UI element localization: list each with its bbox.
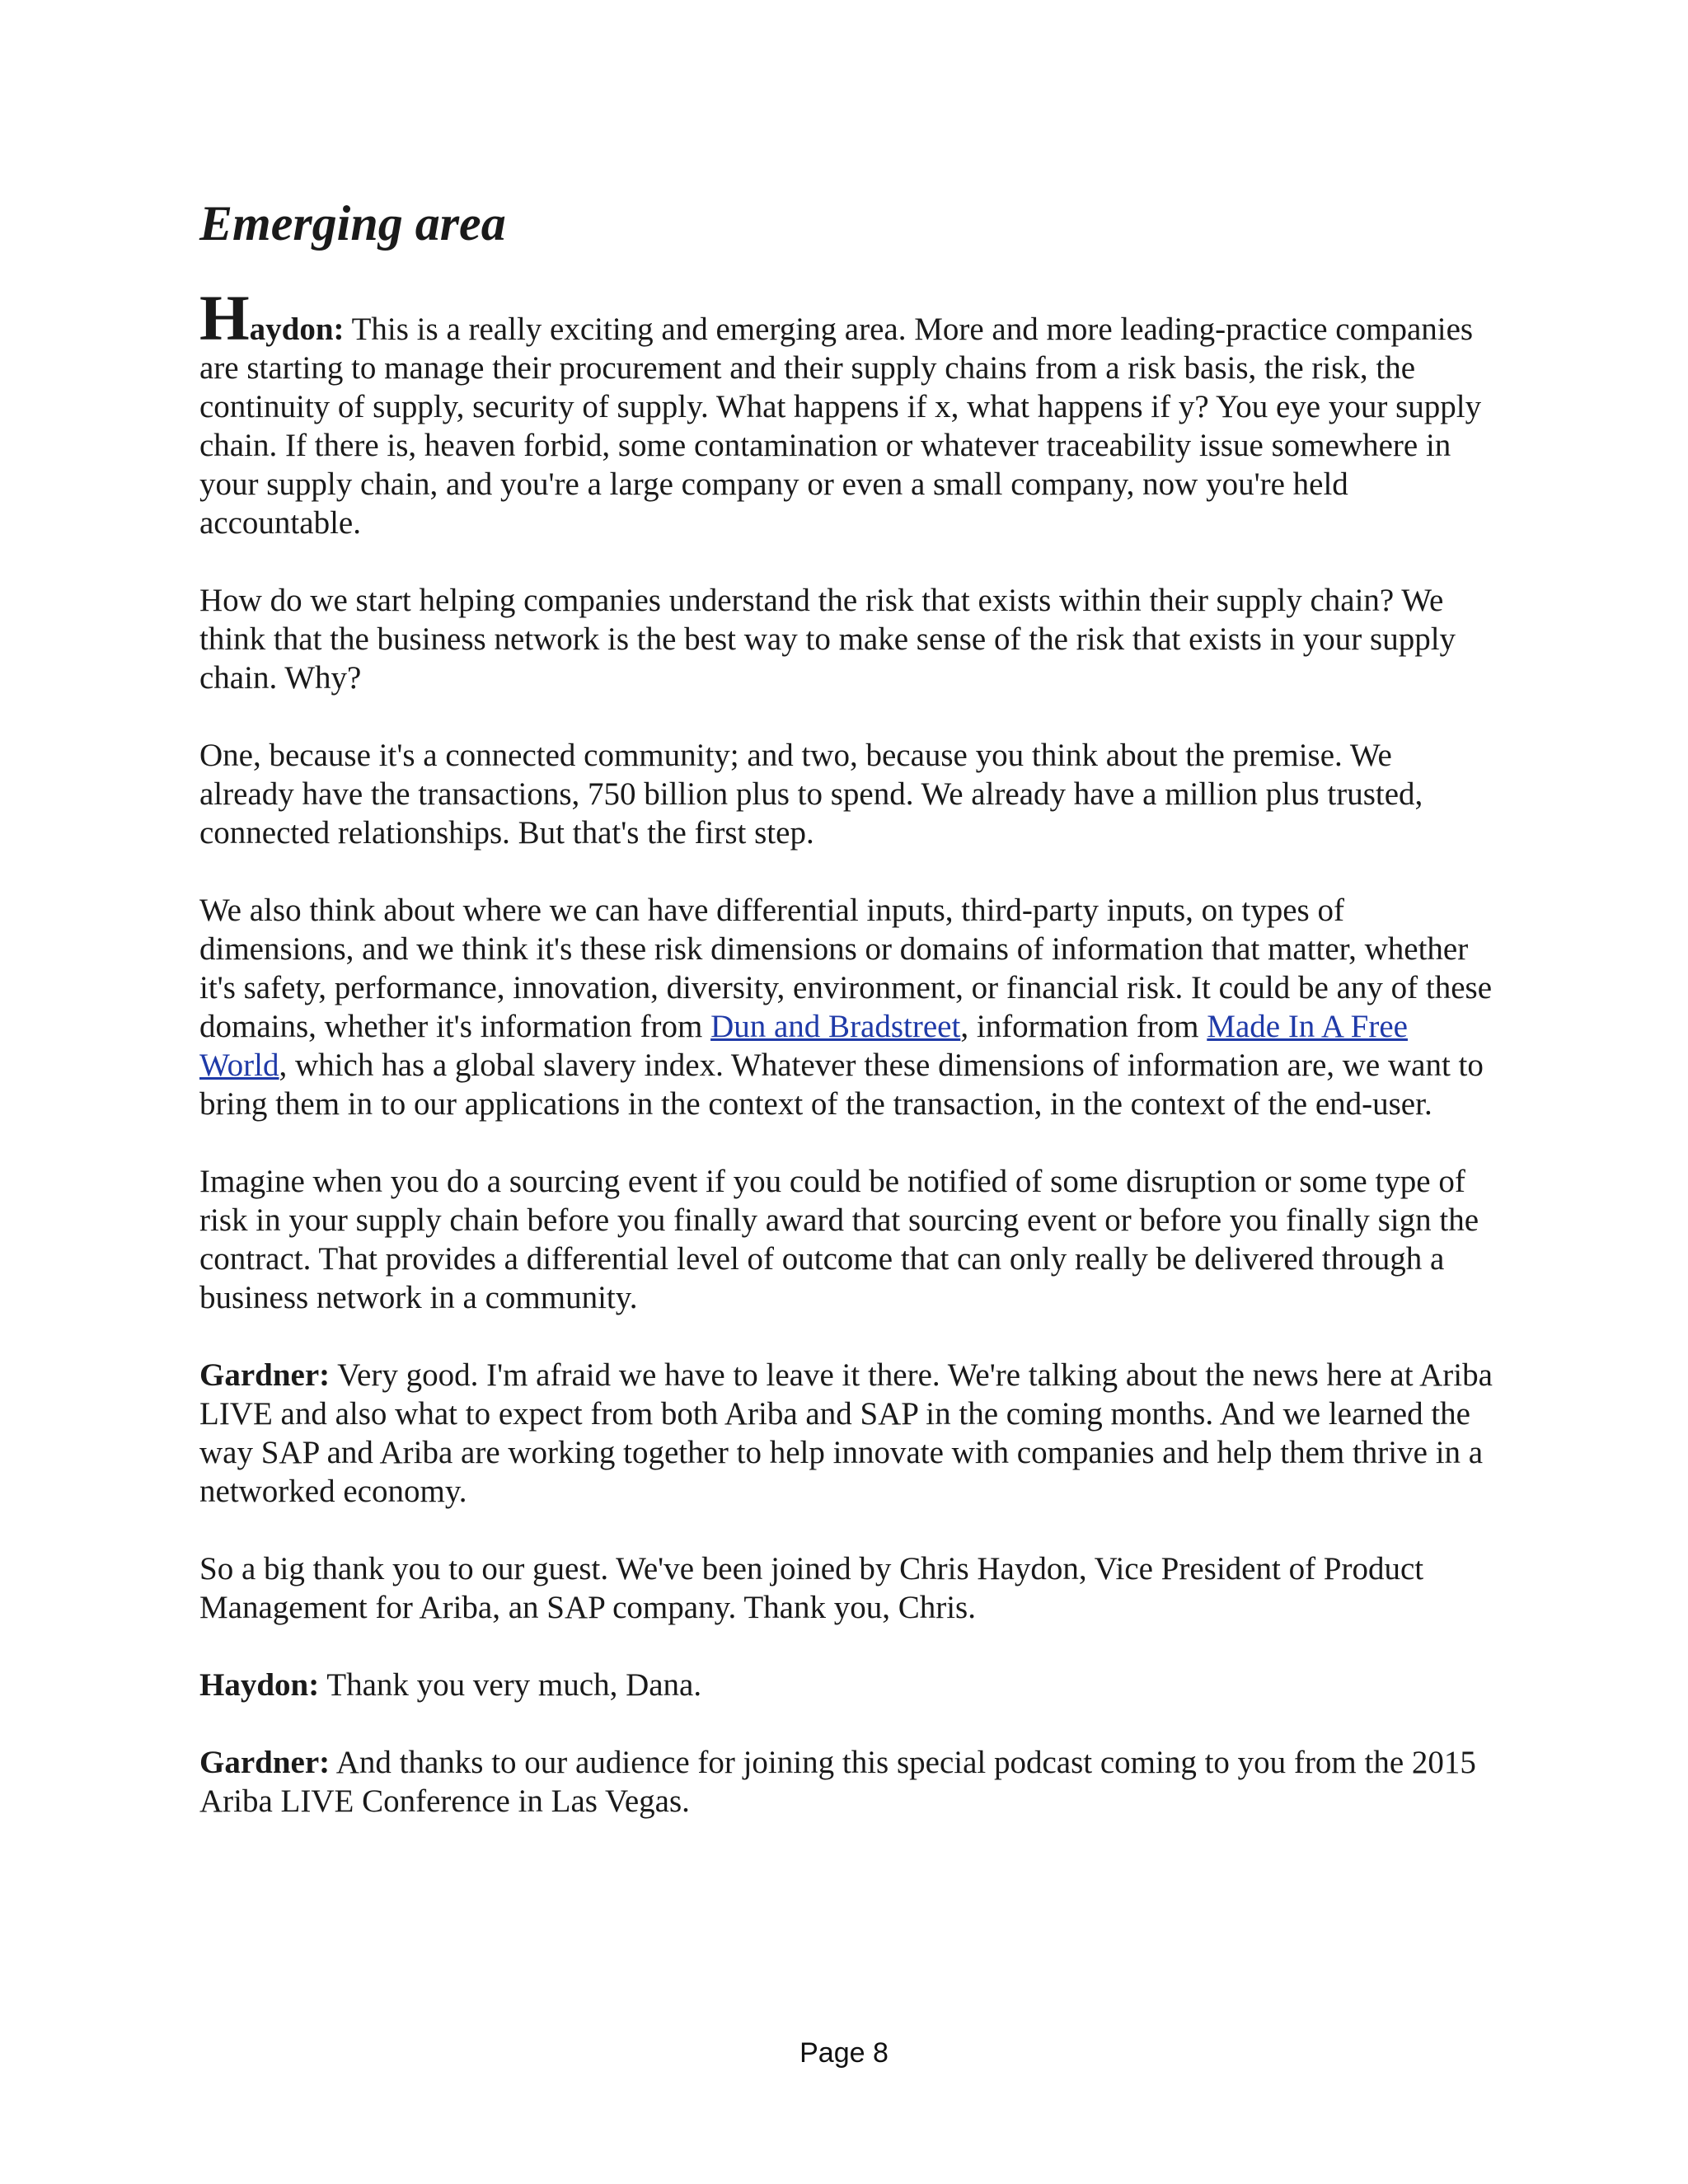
paragraph-risk-dimensions [199,891,1493,1123]
speaker-label [199,282,345,354]
paragraph-risk-question: How do we start helping companies understand the risk that exists within their supply chain? We think that the business network is the best way to make sense of the risk that exists in your supply chain. Why? [199,583,1456,696]
paragraph-text: , information from [960,1009,1207,1044]
speaker-label: Gardner: [199,1745,331,1780]
paragraph-text: And thanks to our audience for joining this special podcast coming to you from the 2015 Ariba LIVE Conference in Las Vegas. [199,1745,1476,1819]
speaker-label: Gardner: [199,1357,331,1393]
paragraph-haydon-thanks [199,1666,1493,1704]
paragraph-text: Very good. I'm afraid we have to leave it there. We're talking about the news here at Ariba LIVE and also what to expect from both Ariba and SAP in the coming months. And we learned the way SAP and Ariba are working together to help innovate with companies and help them thrive in a networked economy. [199,1357,1493,1509]
paragraph-text: , which has a global slavery index. Whatever these dimensions of information are, we want to bring them in to our applications in the context of the transaction, in the context of the end-user. [199,1047,1484,1122]
page-number: Page 8 [799,2037,889,2069]
paragraph-text: Thank you very much, Dana. [319,1667,702,1703]
document-page [199,196,1493,1859]
section-heading: Emerging area [199,196,506,251]
paragraph-gardner-closing [199,1743,1493,1821]
paragraph-gardner-wrapup [199,1356,1493,1511]
drop-cap: H [199,282,250,354]
paragraph-haydon-intro [199,282,1493,542]
paragraph-thank-guest: So a big thank you to our guest. We've been joined by Chris Haydon, Vice President of Product Management for Ariba, an SAP company. Thank you, Chris. [199,1551,1424,1625]
paragraph-text: We also think about where we can have differential inputs, third-party inputs, on types of dimensions, and we think it's these risk dimensions or domains of information that matter, whether it's safety, performance, innovation, diversity, environment, or financial risk. It could be any of these domains, whether it's information from [199,893,1492,1044]
paragraph-connected-community: One, because it's a connected community; and two, because you think about the premise. We already have the transactions, 750 billion plus to spend. We already have a million plus trusted, connected relationships. But that's the first step. [199,738,1423,851]
paragraph-sourcing-event: Imagine when you do a sourcing event if you could be notified of some disruption or some type of risk in your supply chain before you finally award that sourcing event or before you finally sign the contract. That provides a differential level of outcome that can only really be delivered through a business network in a community. [199,1164,1479,1315]
link-dun-and-bradstreet[interactable]: Dun and Bradstreet [710,1009,961,1044]
link-made-in-a-free-world[interactable]: Made In A Free World [199,1009,1408,1083]
speaker-label-rest: aydon: [249,312,345,347]
paragraph-text: This is a really exciting and emerging area. More and more leading-practice companies are starting to manage their procurement and their supply chains from a risk basis, the risk, the continuity of supply, security of supply. What happens if x, what happens if y? You eye your supply chain. If there is, heaven forbid, some contamination or whatever traceability issue somewhere in your supply chain, and you're a large company or even a small company, now you're held accountable. [199,312,1482,541]
speaker-label: Haydon: [199,1667,320,1703]
